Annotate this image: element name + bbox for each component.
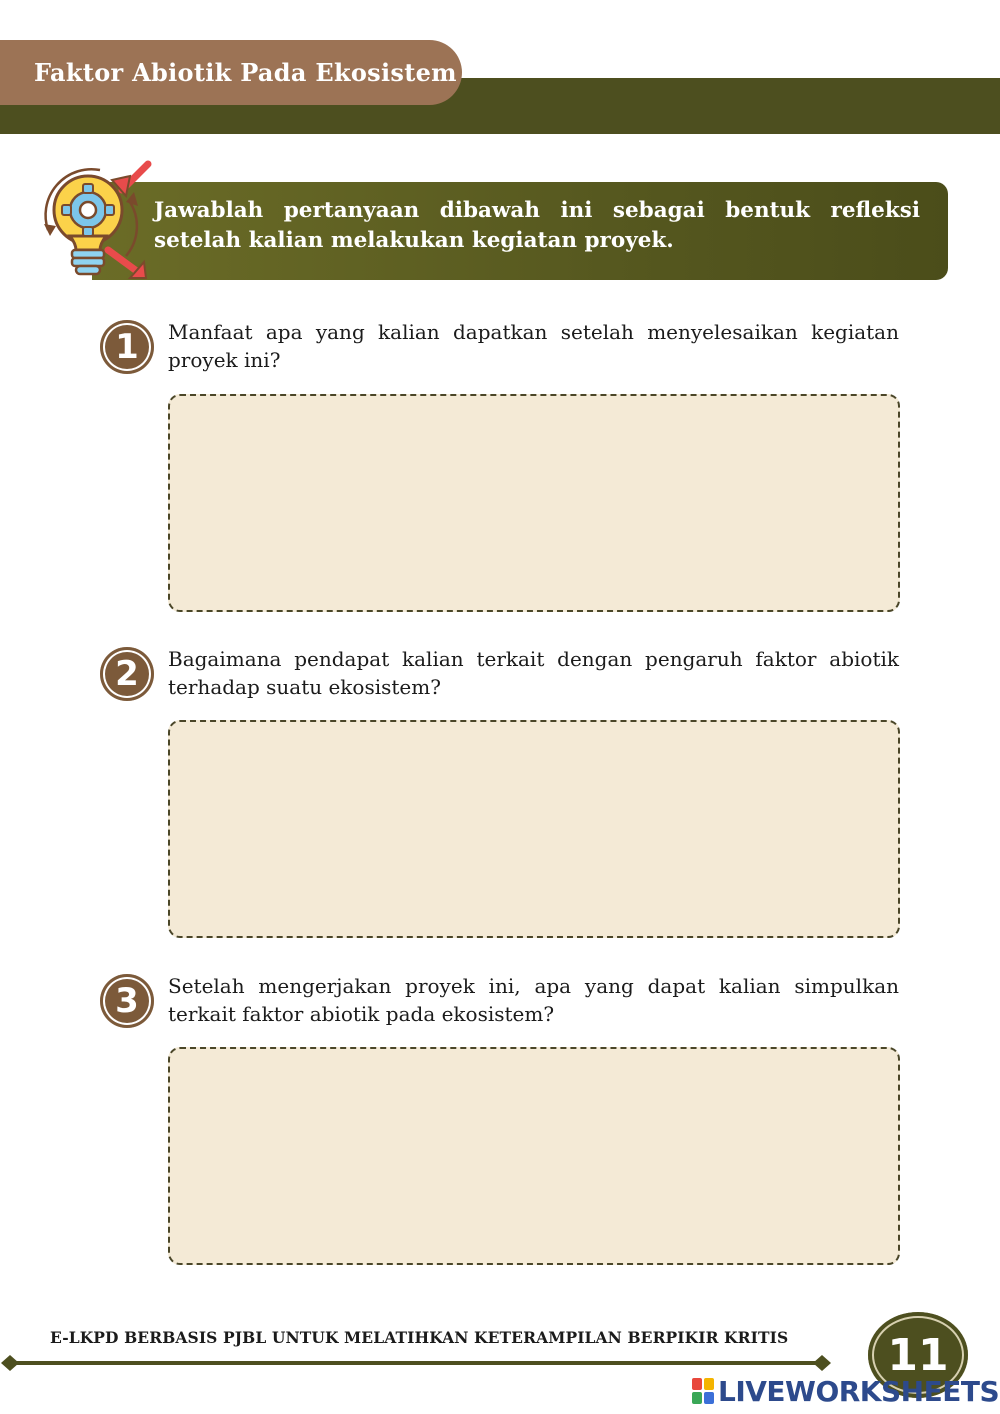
watermark-text: LIVEWORKSHEETS [718,1374,1000,1408]
instruction-text: Jawablah pertanyaan dibawah ini sebagai bentuk refleksi setelah kalian melakukan kegiatan proyek. [154,198,920,253]
instruction-banner [92,182,948,280]
question-text-1: Manfaat apa yang kalian dapatkan setelah menyelesaikan kegiatan proyek ini? [168,320,899,372]
lightbulb-gear-icon [30,158,154,282]
question-text-2: Bagaimana pendapat kalian terkait dengan pengaruh faktor abiotik terhadap suatu ekosistem? [168,647,899,699]
question-number-1: 1 [100,320,154,374]
answer-box-2[interactable] [168,720,900,938]
footer-divider [0,1352,834,1374]
page-number: 11 [868,1312,968,1398]
answer-box-1[interactable] [168,394,900,612]
question-number-3: 3 [100,974,154,1028]
header-tab [0,40,462,105]
answer-box-3[interactable] [168,1047,900,1265]
question-text-3: Setelah mengerjakan proyek ini, apa yang dapat kalian simpulkan terkait faktor abiotik pada ekosistem? [168,974,899,1026]
liveworksheets-logo-icon [692,1378,714,1404]
page-title: Faktor Abiotik Pada Ekosistem [34,58,457,87]
liveworksheets-watermark [692,1374,999,1408]
footer-text: E-LKPD BERBASIS PJBL UNTUK MELATIHKAN KETERAMPILAN BERPIKIR KRITIS [50,1328,789,1347]
question-number-2: 2 [100,647,154,701]
